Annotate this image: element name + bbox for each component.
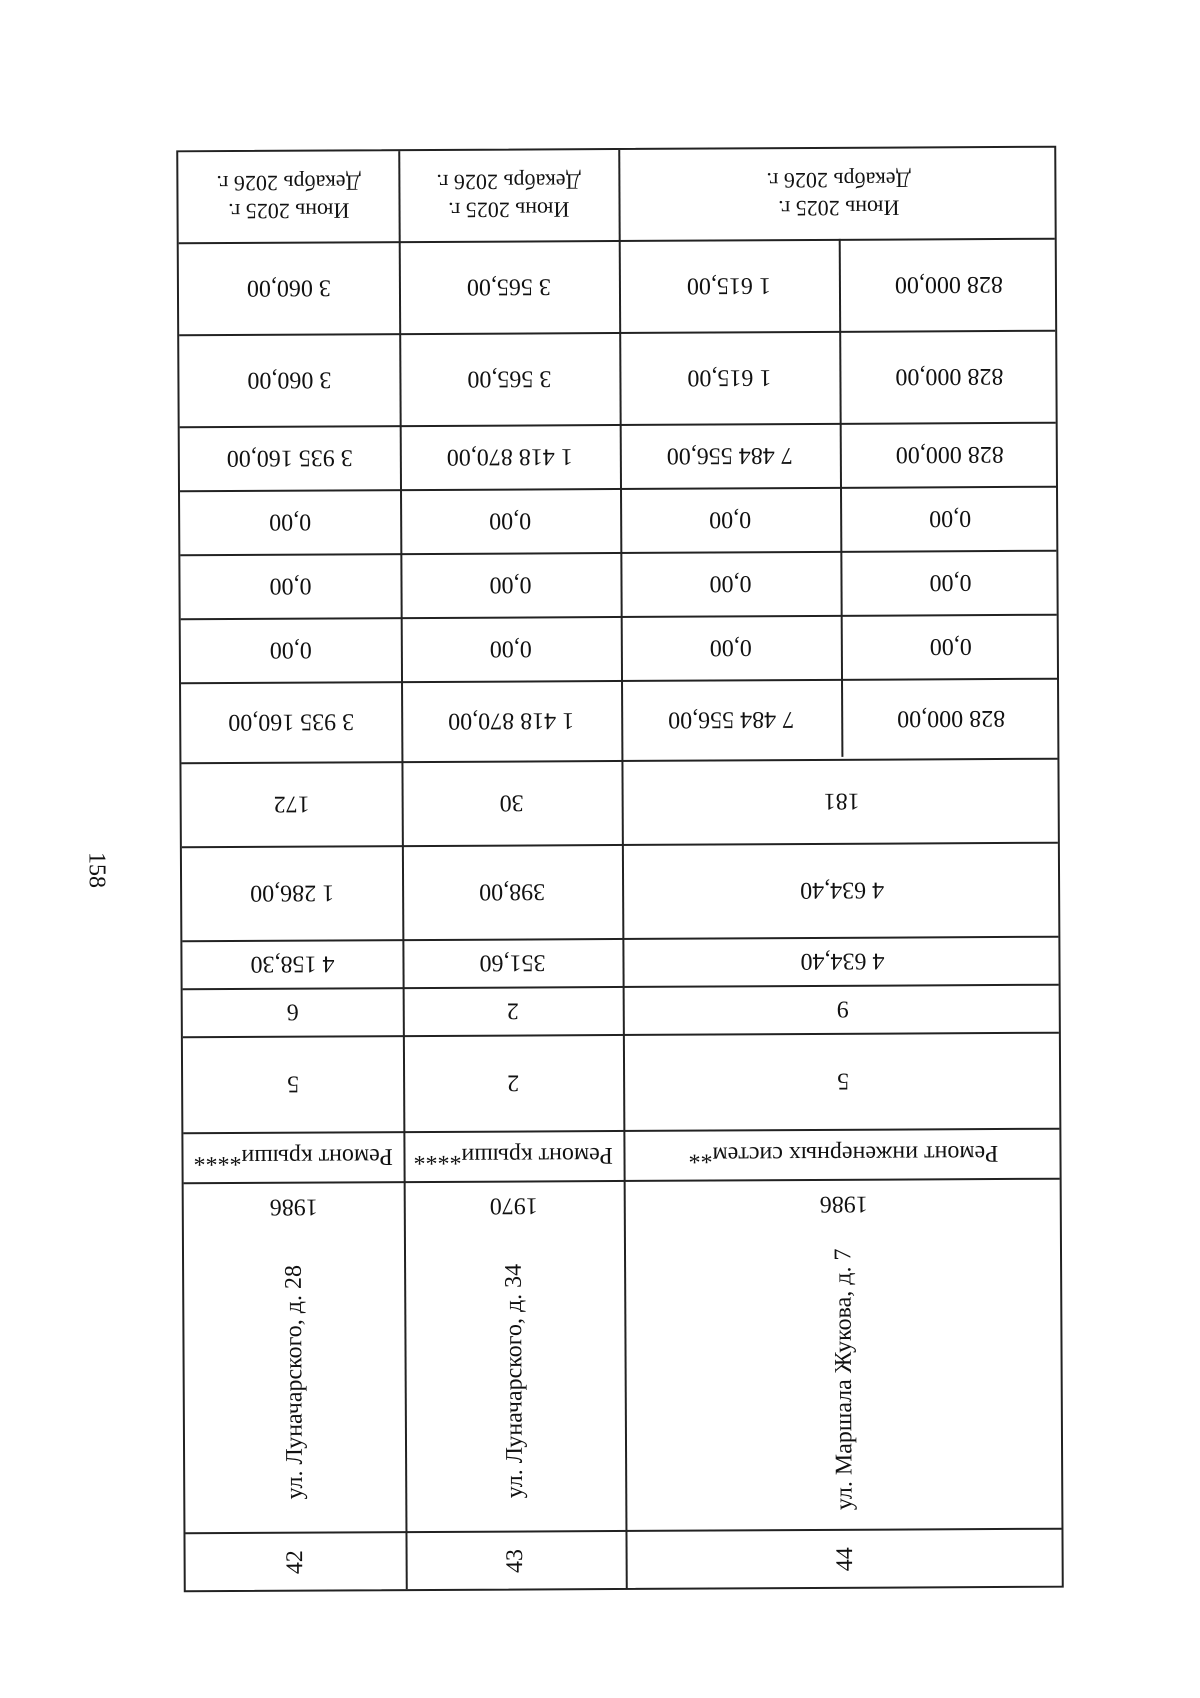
cost-total-cell: 1 418 870,00	[448, 707, 575, 734]
residents-cell: 172	[273, 790, 310, 817]
residents-cell: 181	[823, 787, 860, 814]
rotated-table	[176, 146, 1064, 1593]
area-cell: 351,60	[479, 949, 546, 976]
area-cell: 4 158,30	[250, 950, 335, 977]
unit-cost-cell: 828 000,00	[895, 362, 1004, 390]
period-end: Декабрь 2026 г.	[436, 169, 581, 195]
row-number-cell: 44	[832, 1546, 859, 1571]
period-start: Июнь 2025 г.	[777, 195, 900, 221]
cost-total-cell: 828 000,00	[897, 704, 1006, 732]
value-cell: 5	[837, 1067, 850, 1094]
residents-cell: 30	[499, 789, 524, 816]
value-cell: 6	[286, 998, 299, 1025]
work-type-cell: Ремонт крыши****	[193, 1143, 394, 1171]
year-cell: 1970	[489, 1192, 538, 1219]
period-cell	[178, 151, 398, 242]
year-cell: 1986	[819, 1190, 868, 1217]
unit-cost-cell: 828 000,00	[894, 270, 1004, 298]
cost-total-cell: 1 418 870,00	[446, 443, 573, 470]
zero-cell: 0,00	[489, 571, 532, 598]
value-cell: 9	[836, 995, 849, 1022]
unit-cost-cell: 3 565,00	[466, 273, 552, 300]
cost-total-cell: 3 935 160,00	[226, 444, 353, 472]
zero-cell: 0,00	[929, 633, 972, 660]
area-cell: 398,00	[479, 878, 546, 905]
zero-cell: 0,00	[269, 572, 312, 599]
period-end: Декабрь 2026 г.	[766, 167, 911, 194]
period-cell	[398, 150, 618, 241]
work-type-cell: Ремонт инженерных систем**	[688, 1140, 999, 1168]
row-number-cell: 43	[502, 1548, 529, 1573]
page-number: 158	[83, 852, 110, 888]
period-end: Декабрь 2026 г.	[216, 170, 361, 197]
cost-total-cell: 828 000,00	[895, 440, 1004, 468]
zero-cell: 0,00	[929, 505, 972, 532]
cost-total-cell: 7 484 556,00	[666, 442, 793, 469]
zero-cell: 0,00	[269, 636, 312, 663]
area-cell: 4 634,40	[800, 876, 885, 904]
period-start: Июнь 2025 г.	[227, 197, 350, 224]
zero-cell: 0,00	[709, 570, 752, 597]
period-cell	[618, 148, 1058, 240]
cost-total-cell: 7 484 556,00	[668, 706, 795, 733]
address-cell: ул. Луначарского, д. 28	[280, 1264, 308, 1499]
unit-cost-cell: 3 060,00	[247, 366, 332, 393]
year-cell: 1986	[269, 1193, 318, 1220]
zero-cell: 0,00	[709, 634, 752, 661]
value-cell: 2	[506, 997, 519, 1024]
value-cell: 2	[507, 1069, 520, 1096]
work-type-cell: Ремонт крыши****	[413, 1142, 614, 1170]
area-cell: 1 286,00	[250, 879, 335, 906]
area-cell: 4 634,40	[800, 947, 885, 975]
unit-cost-cell: 3 565,00	[467, 365, 552, 392]
period-start: Июнь 2025 г.	[447, 196, 570, 223]
zero-cell: 0,00	[489, 507, 532, 534]
unit-cost-cell: 3 060,00	[246, 274, 332, 301]
zero-cell: 0,00	[489, 635, 532, 662]
unit-cost-cell: 1 615,00	[687, 364, 772, 391]
value-cell: 5	[287, 1070, 300, 1097]
cost-total-cell: 3 935 160,00	[228, 708, 355, 736]
row-number-cell: 42	[282, 1549, 309, 1574]
unit-cost-cell: 1 615,00	[686, 272, 772, 299]
zero-cell: 0,00	[929, 569, 972, 596]
address-cell: ул. Маршала Жукова, д. 7	[830, 1247, 858, 1510]
zero-cell: 0,00	[709, 506, 752, 533]
zero-cell: 0,00	[269, 508, 312, 535]
address-cell: ул. Луначарского, д. 34	[500, 1263, 528, 1498]
